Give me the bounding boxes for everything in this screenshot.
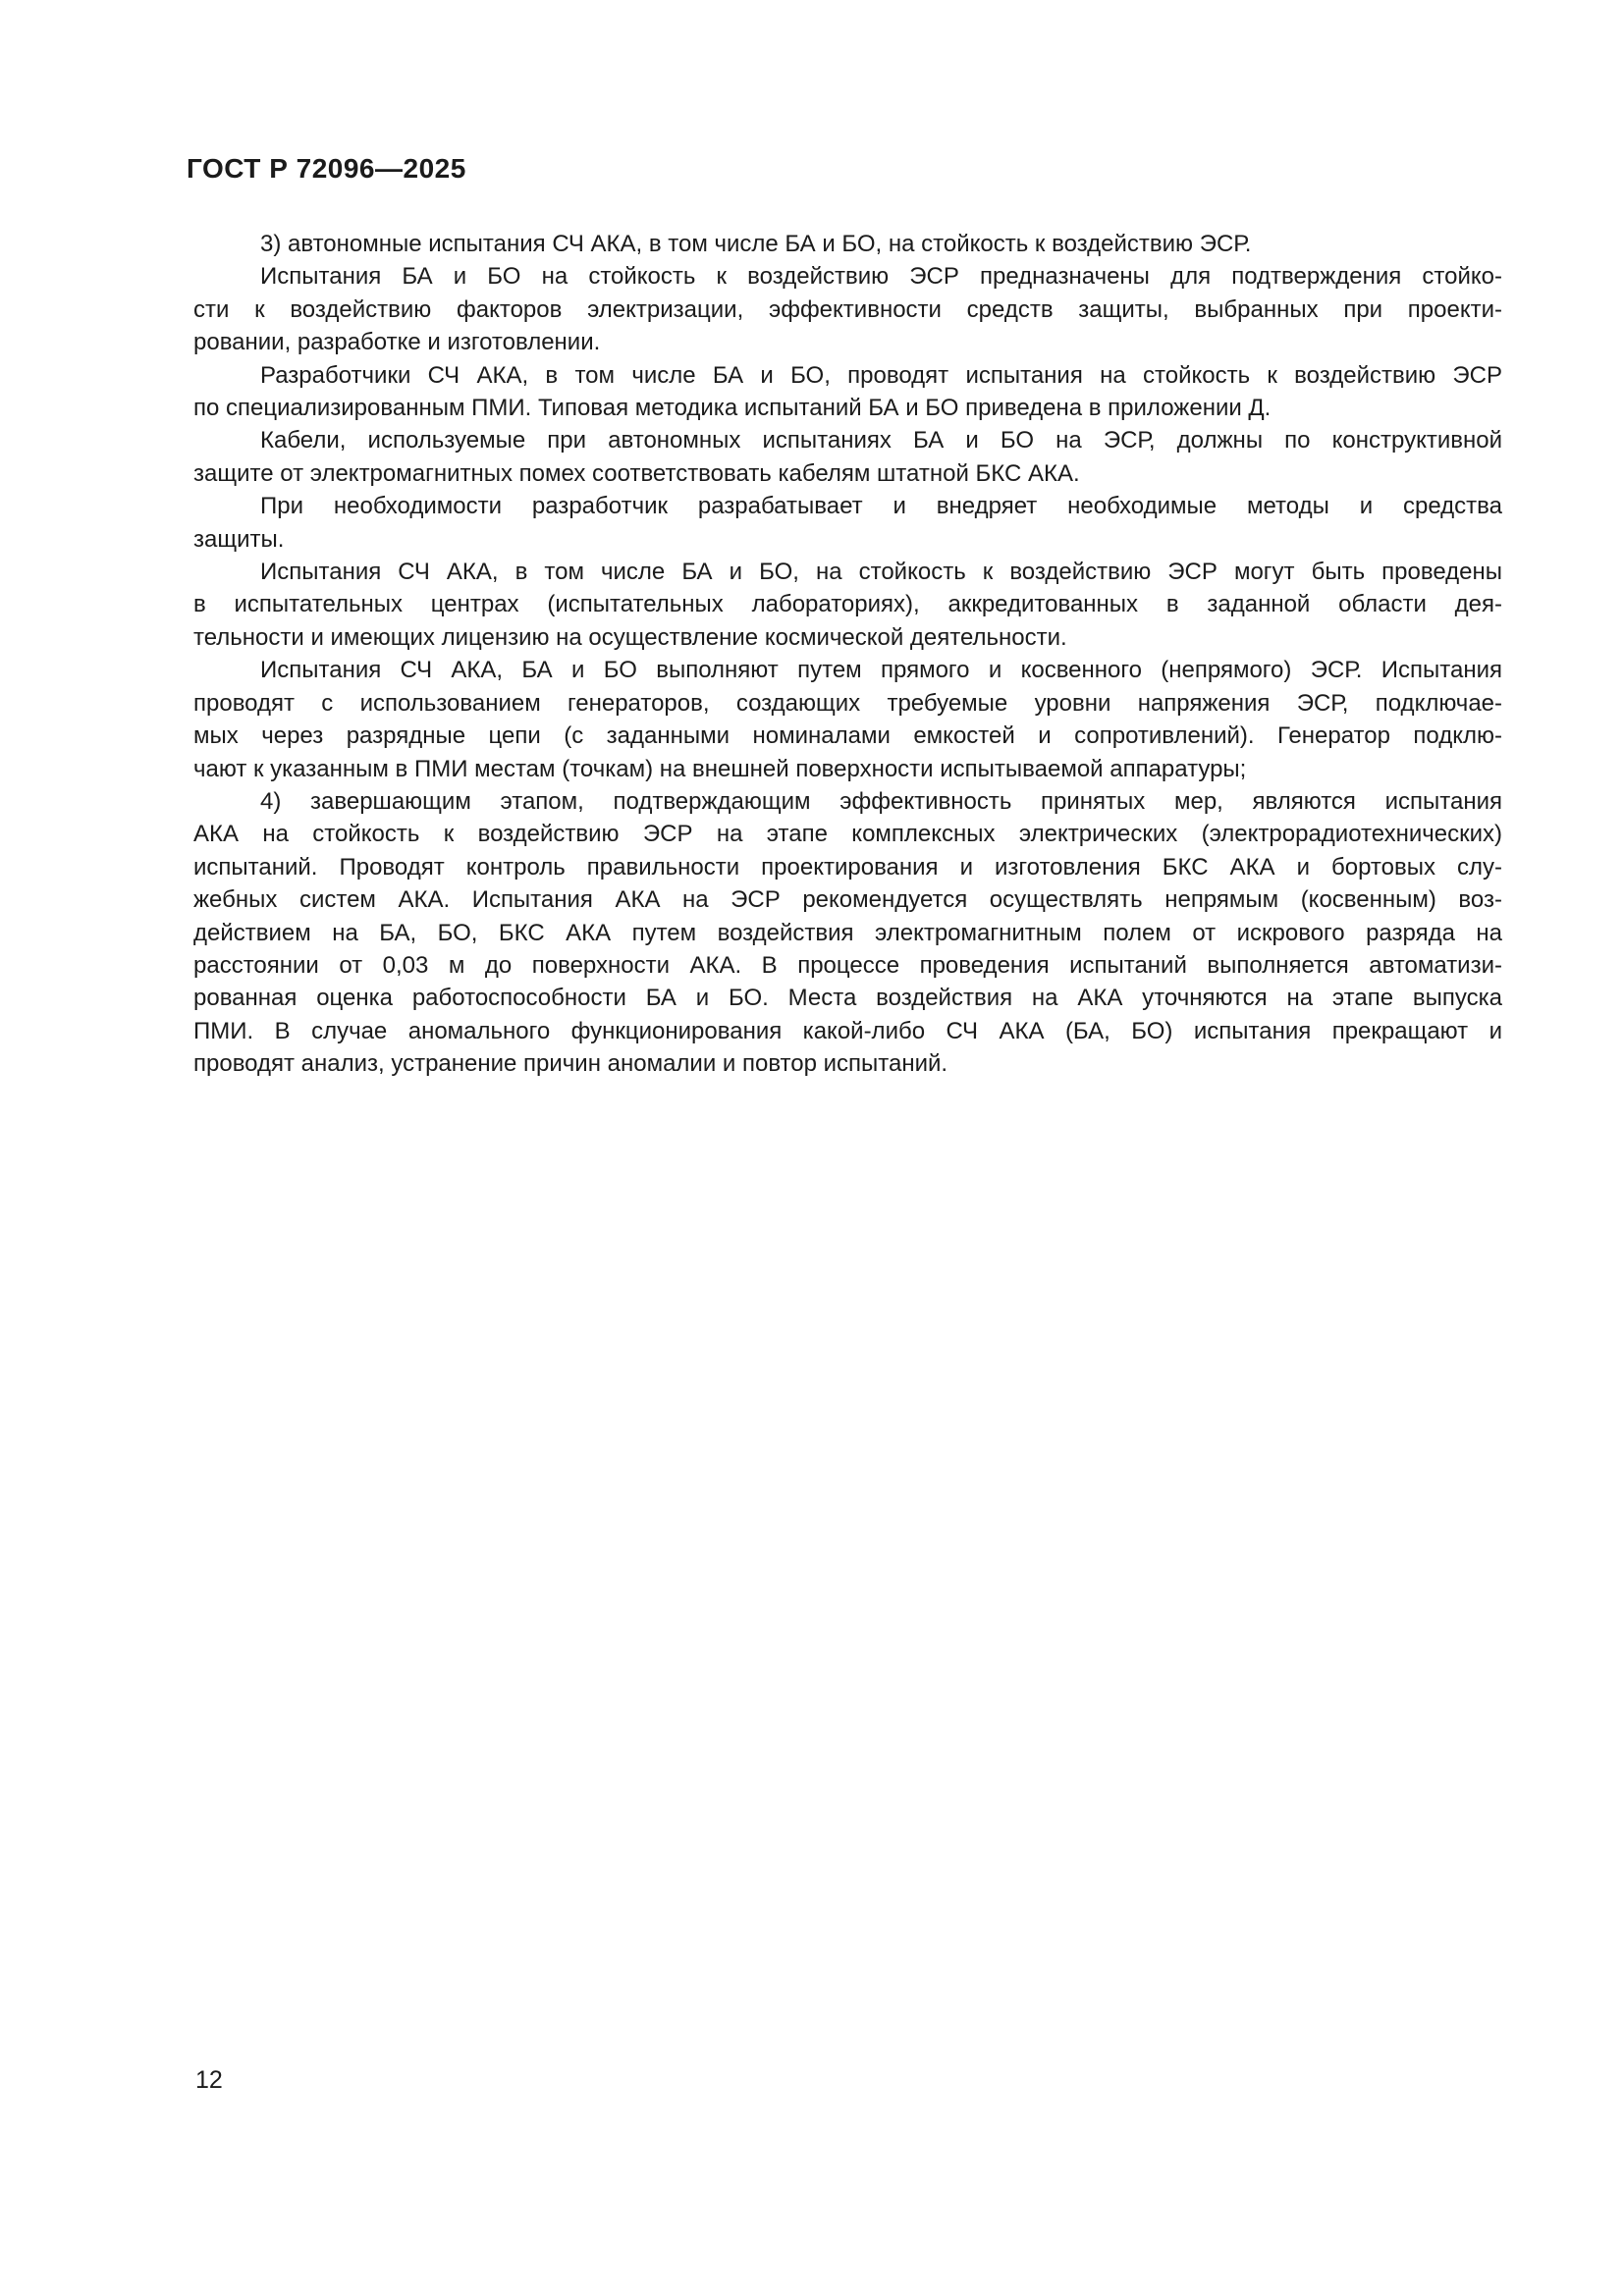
paragraph-line: по специализированным ПМИ. Типовая методика испытаний БА и БО приведена в приложении Д. <box>193 395 1272 422</box>
paragraph-line: 4) завершающим этапом, подтверждающим эффективность принятых мер, являются испытания <box>260 787 1502 815</box>
paragraph-line: сти к воздействию факторов электризации, эффективности средств защиты, выбранных при проекти- <box>193 295 1502 323</box>
paragraph-line: защиты. <box>193 525 285 553</box>
paragraph-line: защите от электромагнитных помех соответствовать кабелям штатной БКС АКА. <box>193 459 1080 487</box>
paragraph-line: Испытания БА и БО на стойкость к воздействию ЭСР предназначены для подтверждения стойко- <box>260 263 1502 291</box>
paragraph <box>193 424 1502 490</box>
paragraph-line: тельности и имеющих лицензию на осуществление космической деятельности. <box>193 623 1067 651</box>
paragraph-line: проводят анализ, устранение причин аномалии и повтор испытаний. <box>193 1050 948 1078</box>
paragraph-line: расстоянии от 0,03 м до поверхности АКА. В процессе проведения испытаний выполняется автоматизи- <box>193 951 1502 979</box>
document-body <box>193 228 1502 1081</box>
paragraph-line: жебных систем АКА. Испытания АКА на ЭСР рекомендуется осуществлять непрямым (косвенным) воз- <box>193 886 1502 914</box>
paragraph-line: Испытания СЧ АКА, в том числе БА и БО, на стойкость к воздействию ЭСР могут быть проведены <box>260 559 1502 586</box>
paragraph-line: Разработчики СЧ АКА, в том числе БА и БО, проводят испытания на стойкость к воздействию ЭСР <box>260 361 1502 389</box>
paragraph <box>193 490 1502 556</box>
paragraph <box>193 228 1502 260</box>
paragraph <box>193 654 1502 785</box>
paragraph-line: 3) автономные испытания СЧ АКА, в том числе БА и БО, на стойкость к воздействию ЭСР. <box>260 231 1252 257</box>
paragraph <box>193 260 1502 358</box>
paragraph-line: действием на БА, БО, БКС АКА путем воздействия электромагнитным полем от искрового разряда на <box>193 919 1502 946</box>
paragraph-line: ровании, разработке и изготовлении. <box>193 329 601 356</box>
paragraph-line: рованная оценка работоспособности БА и БО. Места воздействия на АКА уточняются на этапе выпуска <box>193 985 1502 1012</box>
paragraph-line: Кабели, используемые при автономных испытаниях БА и БО на ЭСР, должны по конструктивной <box>260 427 1502 454</box>
page-number: 12 <box>195 2066 223 2094</box>
paragraph-line: При необходимости разработчик разрабатывает и внедряет необходимые методы и средства <box>260 493 1502 520</box>
paragraph-line: Испытания СЧ АКА, БА и БО выполняют путем прямого и косвенного (непрямого) ЭСР. Испытания <box>260 657 1502 684</box>
paragraph-line: испытаний. Проводят контроль правильности проектирования и изготовления БКС АКА и бортовых слу- <box>193 853 1502 881</box>
document-header-standard-number: ГОСТ Р 72096—2025 <box>187 153 466 184</box>
paragraph-line: в испытательных центрах (испытательных лабораториях), аккредитованных в заданной области дея- <box>193 591 1502 618</box>
paragraph-line: чают к указанным в ПМИ местам (точкам) на внешней поверхности испытываемой аппаратуры; <box>193 755 1247 782</box>
paragraph <box>193 359 1502 425</box>
paragraph-line: ПМИ. В случае аномального функционирования какой-либо СЧ АКА (БА, БО) испытания прекращают и <box>193 1017 1502 1044</box>
paragraph-line: проводят с использованием генераторов, создающих требуемые уровни напряжения ЭСР, подключае- <box>193 689 1502 717</box>
paragraph-line: АКА на стойкость к воздействию ЭСР на этапе комплексных электрических (электрорадиотехнических) <box>193 821 1502 848</box>
paragraph <box>193 556 1502 654</box>
paragraph-line: мых через разрядные цепи (с заданными номиналами емкостей и сопротивлений). Генератор подклю- <box>193 722 1502 750</box>
paragraph <box>193 785 1502 1081</box>
